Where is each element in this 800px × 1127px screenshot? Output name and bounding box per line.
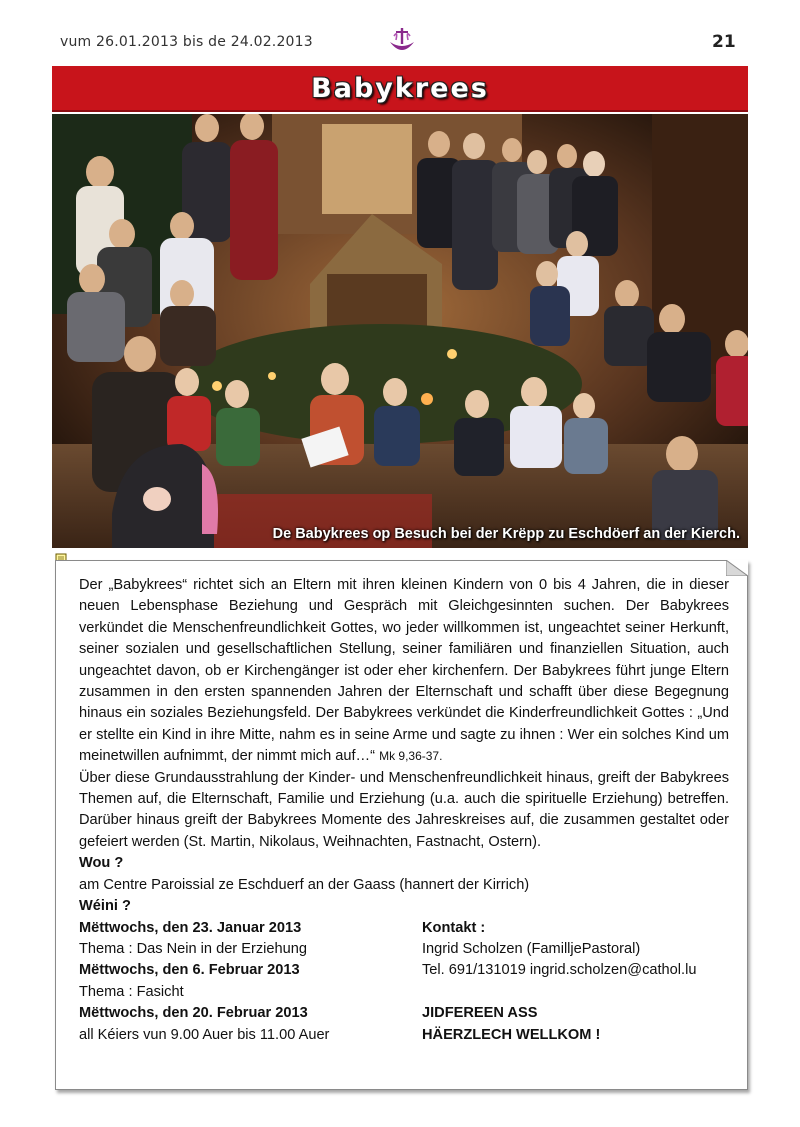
- schedule-row-6: [79, 1025, 729, 1046]
- page-number: 21: [712, 32, 736, 52]
- contact-phone-email: Tel. 691/131019 ingrid.scholzen@cathol.lu: [422, 962, 697, 979]
- date-1: Mëttwochs, den 23. Januar 2013: [79, 919, 302, 936]
- group-photo: [52, 114, 748, 548]
- header-date-range: vum 26.01.2013 bis de 24.02.2013: [60, 34, 313, 50]
- title-banner: [52, 66, 748, 112]
- schedule-row-1: [79, 918, 729, 939]
- schedule-row-5: [79, 1003, 729, 1024]
- schedule-row-3: [79, 960, 729, 981]
- page-title: Babykrees: [311, 72, 489, 104]
- empty-cell: [422, 982, 722, 1003]
- when-label: Wéini ?: [79, 898, 131, 915]
- intro-paragraph: [79, 575, 729, 768]
- schedule-row-2: [79, 939, 729, 960]
- date-2: Mëttwochs, den 6. Februar 2013: [79, 962, 300, 979]
- bible-reference: Mk 9,36-37.: [379, 749, 443, 764]
- contact-name: Ingrid Scholzen (FamilljePastoral): [422, 940, 641, 957]
- where-label: Wou ?: [79, 855, 124, 872]
- info-content: [79, 575, 729, 1046]
- time-info: all Kéiers vun 9.00 Auer bis 11.00 Auer: [79, 1026, 330, 1043]
- intro-text: Der „Babykrees“ richtet sich an Eltern mit ihren kleinen Kindern von 0 bis 4 Jahren, die in dieser neuen Lebensphase Beziehung und Gespräch mit Gleichgesinnten suchen. Der Babykrees verkündet die Menschenfreundlichkeit Gottes, wo jeder willkommen ist, ungeachtet seiner Herkunft, seiner sozialen und gesellschaftlichen Stellung, seiner familiären und finanziellen Situation, auch ungeachtet davon, ob er Kirchengänger ist oder eher kirchenfern. Der Babykrees führt junge Eltern zusammen in den ersten spannenden Jahren der Elternschaft und schafft über diese Begegnung hinaus ein soziales Beziehungsfeld. Der Babykrees verkündet die Kinderfreundlichkeit Gottes : „Und er stellte ein Kind in ihre Mitte, nahm es in seine Arme und sagte zu ihnen : Wer ein solches Kind um meinetwillen aufnimmt, der nimmt mich auf…“: [79, 577, 729, 765]
- parish-logo-icon: [386, 24, 418, 56]
- schedule-row-4: [79, 982, 729, 1003]
- where-text: am Centre Paroissial ze Eschduerf an der Gaass (hannert der Kirrich): [79, 876, 530, 893]
- contact-label: Kontakt :: [422, 919, 486, 936]
- greeting-line-2: HÄERZLECH WELLKOM !: [422, 1026, 601, 1043]
- greeting-line-1: JIDFEREEN ASS: [422, 1005, 538, 1022]
- theme-2: Thema : Fasicht: [79, 983, 184, 1000]
- date-3: Mëttwochs, den 20. Februar 2013: [79, 1005, 308, 1022]
- theme-1: Thema : Das Nein in der Erziehung: [79, 940, 307, 957]
- page-fold-icon: [726, 560, 748, 576]
- themes-paragraph: Über diese Grundausstrahlung der Kinder- und Menschenfreundlichkeit hinaus, greift der Babykrees Themen auf, die Elternschaft, Familie und Erziehung (u.a. auch die spirituelle Erziehung) betreffen. Darüber hinaus greift der Babykrees Momente des Jahreskreises auf, die zusammen gestaltet oder gefeiert werden (St. Martin, Nikolaus, Weihnachten, Fastnacht, Ostern).: [79, 769, 729, 850]
- photo-caption: De Babykrees op Besuch bei der Krëpp zu Eschdöerf an der Kierch.: [272, 526, 740, 542]
- info-textbox: [55, 560, 748, 1090]
